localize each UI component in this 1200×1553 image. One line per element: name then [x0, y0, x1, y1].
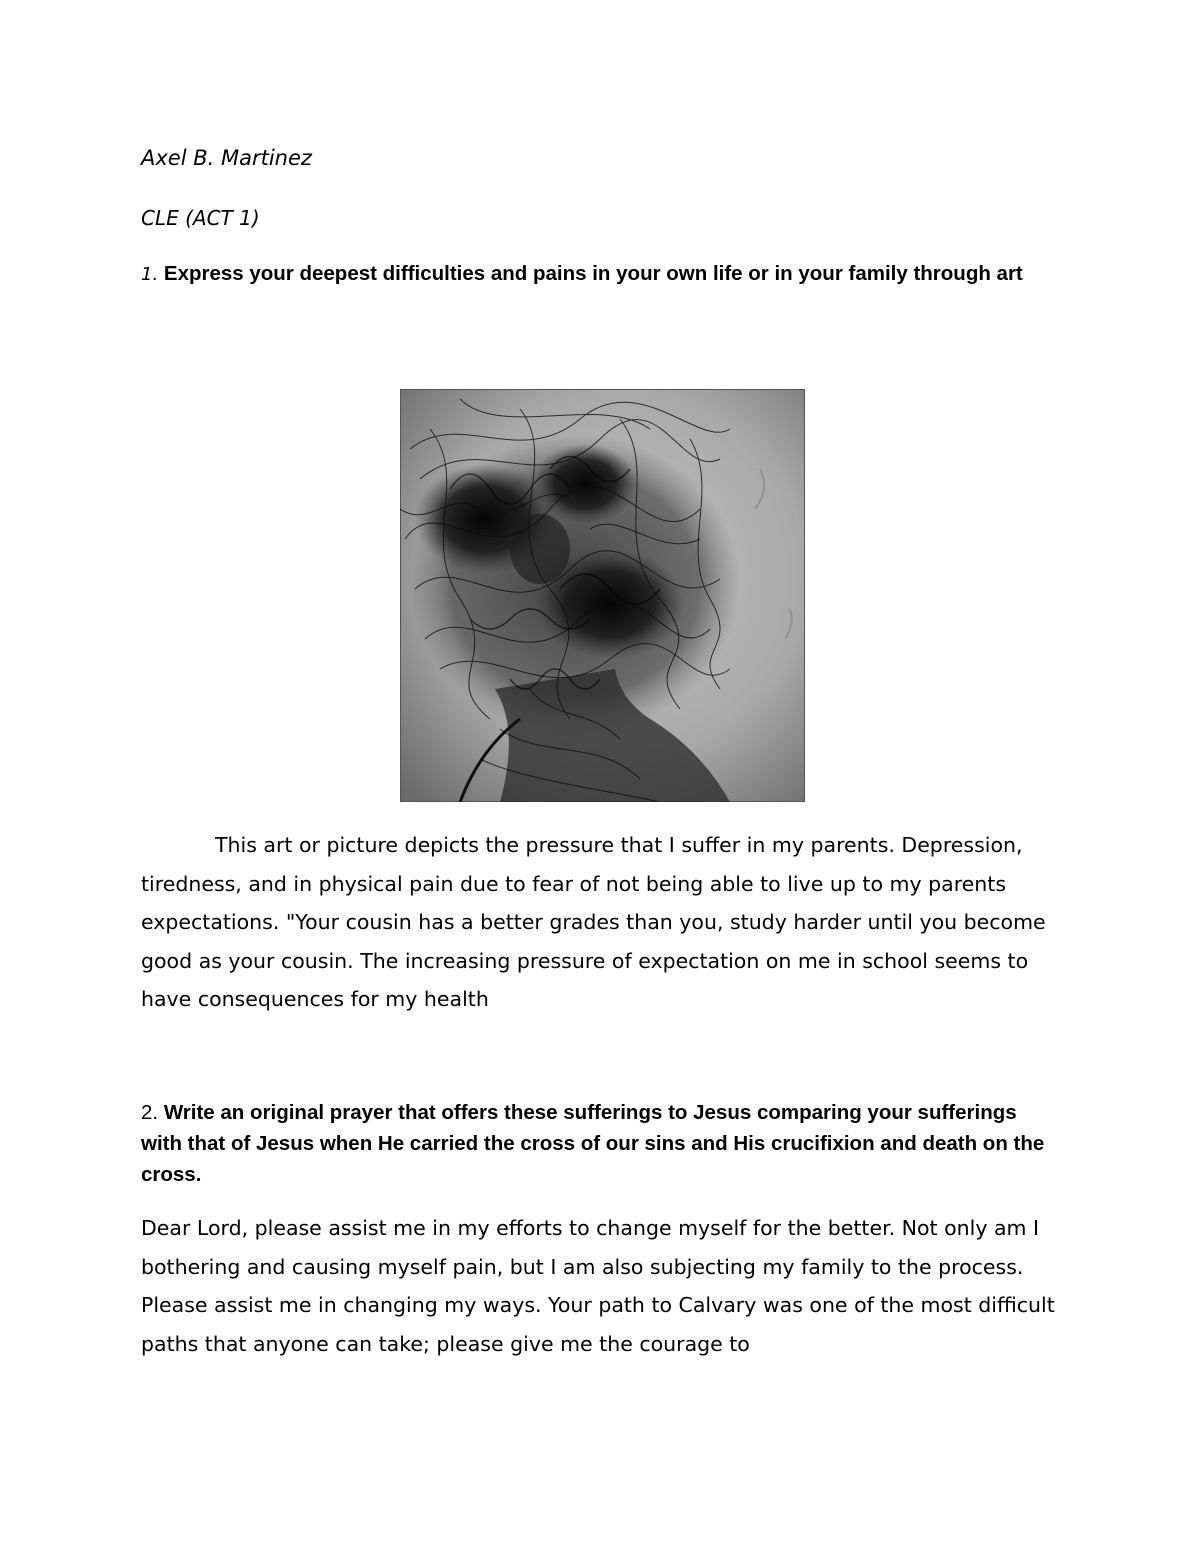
answer-2-paragraph: Dear Lord, please assist me in my efforts to change myself for the better. Not only am I bothering and causing myself pain, but I am also subjecting my family to the process. Please assist me in changing my ways. Your path to Calvary was one of the most difficult paths that anyone can take; please give me the courage to — [141, 1216, 1055, 1356]
sketch-face-artwork — [400, 389, 805, 802]
question-1-number: 1. — [141, 264, 159, 285]
author-name: Axel B. Martinez — [141, 146, 312, 170]
question-2-number: 2. — [141, 1101, 159, 1124]
question-2-text: Write an original prayer that offers these sufferings to Jesus comparing your sufferings with that of Jesus when He carried the cross of our sins and His crucifixion and death on the cross. — [141, 1101, 1045, 1186]
answer-1-paragraph: This art or picture depicts the pressure that I suffer in my parents. Depression, tiredness, and in physical pain due to fear of not being able to live up to my parents expectations. "Your cousin has a better grades than you, study harder until you become good as your cousin. The increasing pressure of expectation on me in school seems to have consequences for my health — [141, 833, 1046, 1012]
question-1 — [141, 258, 1061, 290]
course-label: CLE (ACT 1) — [141, 206, 260, 230]
question-2 — [141, 1097, 1061, 1190]
question-1-text: Express your deepest difficulties and pains in your own life or in your family through art — [163, 262, 1023, 285]
